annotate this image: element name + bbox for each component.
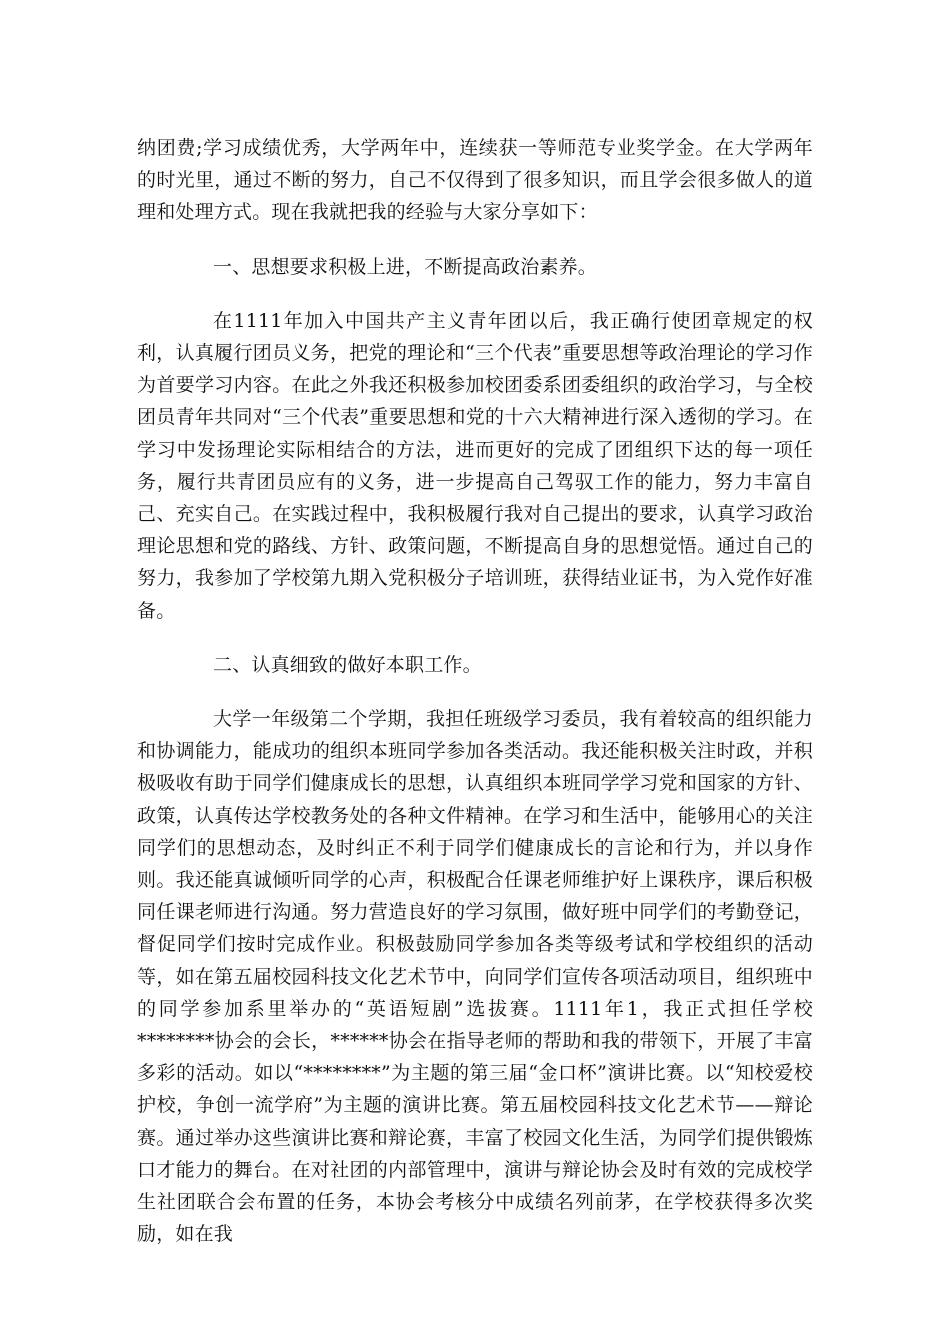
- section-heading-2: 二、认真细致的做好本职工作。: [213, 653, 482, 676]
- section-heading-1: 一、思想要求积极上进，不断提高政治素养。: [213, 255, 598, 278]
- document-body: [137, 132, 813, 1251]
- paragraph-intro: 纳团费;学习成绩优秀，大学两年中，连续获一等师范专业奖学金。在大学两年的时光里，通过不断的努力，自己不仅得到了很多知识，而且学会很多做人的道理和处理方式。现在我就把我的经验与大家分享如下：: [137, 137, 813, 224]
- paragraph-section-2: 大学一年级第二个学期，我担任班级学习委员，我有着较高的组织能力和协调能力，能成功的组织本班同学参加各类活动。我还能积极关注时政，并积极吸收有助于同学们健康成长的思想，认真组织本班同学学习党和国家的方针、政策，认真传达学校教务处的各种文件精神。在学习和生活中，能够用心的关注同学们的思想动态，及时纠正不利于同学们健康成长的言论和行为，并以身作则。我还能真诚倾听同学的心声，积极配合任课老师维护好上课秩序，课后积极同任课老师进行沟通。努力营造良好的学习氛围，做好班中同学们的考勤登记，督促同学们按时完成作业。积极鼓励同学参加各类等级考试和学校组织的活动等，如在第五届校园科技文化艺术节中，向同学们宣传各项活动项目，组织班中的同学参加系里举办的“英语短剧”选拔赛。1111年1，我正式担任学校********协会的会长，******协会在指导老师的帮助和我的带领下，开展了丰富多彩的活动。如以“********”为主题的第三届“金口杯”演讲比赛。以“知校爱校护校，争创一流学府”为主题的演讲比赛。第五届校园科技文化艺术节——辩论赛。通过举办这些演讲比赛和辩论赛，丰富了校园文化生活，为同学们提供锻炼口才能力的舞台。在对社团的内部管理中，演讲与辩论协会及时有效的完成校学生社团联合会布置的任务，本协会考核分中成绩名列前茅，在学校获得多次奖励，如在我: [137, 708, 813, 1246]
- paragraph-section-1: 在1111年加入中国共产主义青年团以后，我正确行使团章规定的权利，认真履行团员义务，把党的理论和“三个代表”重要思想等政治理论的学习作为首要学习内容。在此之外我还积极参加校团委系团委组织的政治学习，与全校团员青年共同对“三个代表”重要思想和党的十六大精神进行深入透彻的学习。在学习中发扬理论实际相结合的方法，进而更好的完成了团组织下达的每一项任务，履行共青团员应有的义务，进一步提高自己驾驭工作的能力，努力丰富自己、充实自己。在实践过程中，我积极履行我对自己提出的要求，认真学习政治理论思想和党的路线、方针、政策问题，不断提高自身的思想觉悟。通过自己的努力，我参加了学校第九期入党积极分子培训班，获得结业证书，为入党作好准备。: [137, 309, 813, 622]
